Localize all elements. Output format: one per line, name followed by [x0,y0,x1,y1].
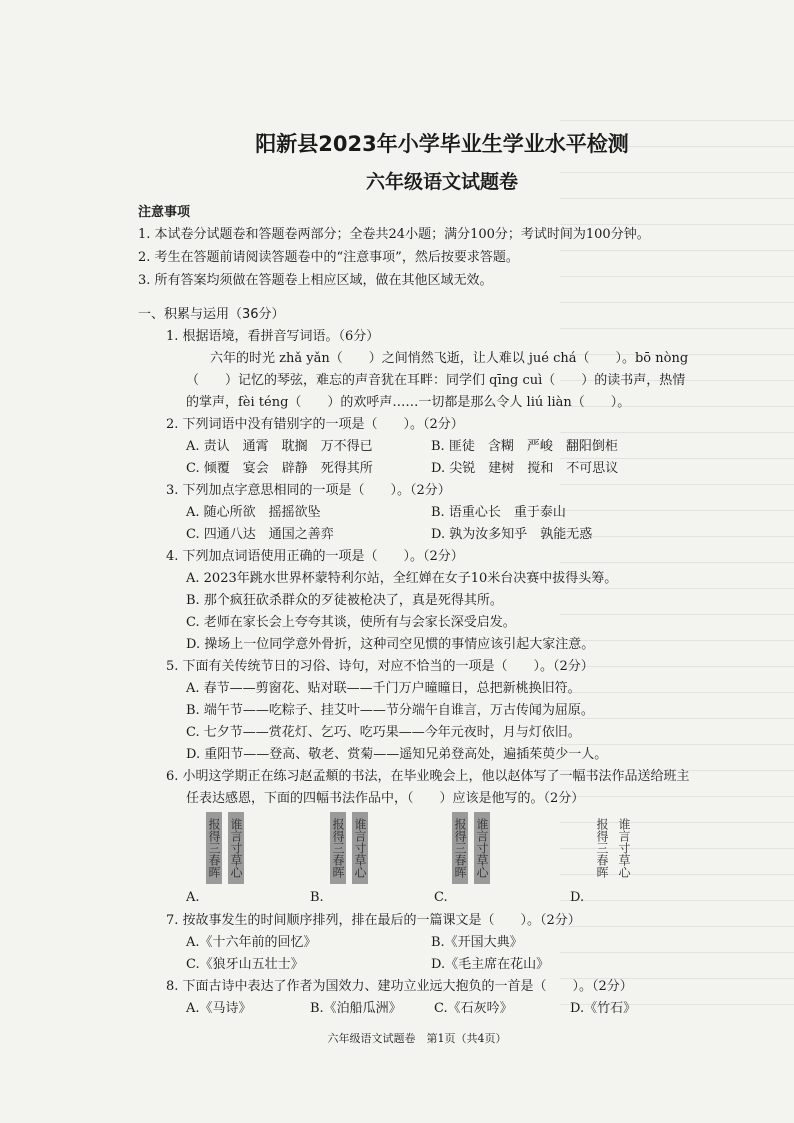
q7-option-a: A.《十六年前的回忆》 [186,935,317,950]
q7-options-row-2 [186,954,686,976]
q1-stem: 1. 根据语境，看拼音写词语。（6分） [166,329,380,344]
q1-line-3: 的掌声，fèi téng（ ）的欢呼声……一切都是那么令人 liú liàn（ ）。 [186,395,631,410]
calligraphy-b [330,812,368,884]
q2-stem: 2. 下列词语中没有错别字的一项是（ ）。（2分） [166,417,464,432]
q4-option-b: B. 那个疯狂砍杀群众的歹徒被枪决了，真是死得其所。 [186,593,503,608]
q2-option-a: A. 责认 通霄 耽搁 万不得已 [186,439,373,454]
calligraphy-a-col-1: 报得三春晖 [206,812,222,884]
q5-stem: 5. 下面有关传统节日的习俗、诗句，对应不恰当的一项是（ ）。（2分） [166,659,594,674]
q3-stem: 3. 下列加点字意思相同的一项是（ ）。（2分） [166,483,451,498]
q1-line-1: 六年的时光 zhǎ yǎn（ ）之间悄然飞逝，让人难以 jué chá（ ）。bō nòng [210,351,689,366]
q7-option-b: B.《开国大典》 [431,935,523,950]
q4-option-c: C. 老师在家长会上夸夸其谈，使所有与会家长深受启发。 [186,615,516,630]
exam-subtitle: 六年级语文试题卷 [365,171,518,193]
q8-option-b: B.《泊船瓜洲》 [310,1001,402,1016]
q2-options-row-2 [186,458,686,480]
notice-item-3: 3. 所有答案均须做在答题卷上相应区域，做在其他区域无效。 [138,273,493,288]
q6-label-b: B. [310,890,324,905]
q7-option-d: D.《毛主席在花山》 [431,957,550,972]
q5-option-a: A. 春节——剪窗花、贴对联——千门万户曈曈日，总把新桃换旧符。 [186,681,581,696]
q6-label-d: D. [570,890,585,905]
q7-option-c: C.《狼牙山五壮士》 [186,957,304,972]
q5-option-c: C. 七夕节——赏花灯、乞巧、吃巧果——今年元夜时，月与灯依旧。 [186,725,581,740]
calligraphy-d [594,812,632,884]
q2-options-row-1 [186,436,686,458]
q1-line-2: （ ）记忆的琴弦，难忘的声音犹在耳畔：同学们 qīng cuì（ ）的读书声，热情 [186,373,686,388]
q3-option-b: B. 语重心长 重于泰山 [431,505,566,520]
q6-label-c: C. [434,890,448,905]
notice-item-1: 1. 本试卷分试题卷和答题卷两部分；全卷共24小题；满分100分；考试时间为100分钟。 [138,227,650,242]
q8-option-c: C.《石灰吟》 [434,1001,513,1016]
section-title: 一、积累与运用（36分） [138,307,285,322]
q8-options [186,998,636,1020]
q4-option-a: A. 2023年跳水世界杯蒙特利尔站，全红婵在女子10米台决赛中拔得头筹。 [186,571,618,586]
q6-label-a: A. [186,890,200,905]
q4-stem: 4. 下列加点词语使用正确的一项是（ ）。（2分） [166,549,464,564]
calligraphy-c [452,812,490,884]
q3-option-d: D. 孰为汝多知乎 孰能无惑 [431,527,593,542]
q2-option-c: C. 倾覆 宴会 辟静 死得其所 [186,461,373,476]
q2-option-b: B. 匪徒 含糊 严峻 翻阳倒柜 [431,439,618,454]
q7-stem: 7. 按故事发生的时间顺序排列，排在最后的一篇课文是（ ）。（2分） [166,913,581,928]
q6-stem-2: 任表达感恩，下面的四幅书法作品中，（ ）应该是他写的。（2分） [186,791,585,806]
q6-stem-1: 6. 小明这学期正在练习赵孟頫的书法，在毕业晚会上，他以赵体写了一幅书法作品送给班主 [166,769,690,784]
q8-option-d: D.《竹石》 [570,1001,637,1016]
q8-option-a: A.《马诗》 [186,1001,252,1016]
q3-option-a: A. 随心所欲 摇摇欲坠 [186,505,321,520]
q5-option-d: D. 重阳节——登高、敬老、赏菊——遥知兄弟登高处，遍插茱萸少一人。 [186,747,608,762]
q3-options-row-1 [186,502,686,524]
page-footer: 六年级语文试题卷 第1页（共4页） [327,1032,507,1045]
notice-item-2: 2. 考生在答题前请阅读答题卷中的“注意事项”，然后按要求答题。 [138,250,519,265]
q5-option-b: B. 端午节——吃粽子、挂艾叶——节分端午自谁言，万古传闻为屈原。 [186,703,594,718]
q4-option-d: D. 操场上一位同学意外骨折，这种司空见惯的事情应该引起大家注意。 [186,637,595,652]
calligraphy-d-col-2: 谁言寸草心 [617,818,631,878]
calligraphy-c-col-2: 谁言寸草心 [474,812,490,884]
exam-title: 阳新县2023年小学毕业生学业水平检测 [255,132,629,156]
q7-options-row-1 [186,932,686,954]
q2-option-d: D. 尖锐 建树 搅和 不可思议 [431,461,619,476]
calligraphy-b-col-2: 谁言寸草心 [352,812,368,884]
calligraphy-a [206,812,244,884]
calligraphy-d-col-1: 报得三春晖 [595,818,609,878]
notice-heading: 注意事项 [138,205,191,220]
q3-options-row-2 [186,524,686,546]
calligraphy-a-col-2: 谁言寸草心 [228,812,244,884]
calligraphy-c-col-1: 报得三春晖 [452,812,468,884]
q8-stem: 8. 下面古诗中表达了作者为国效力、建功立业远大抱负的一首是（ ）。（2分） [166,979,633,994]
calligraphy-b-col-1: 报得三春晖 [330,812,346,884]
q3-option-c: C. 四通八达 通国之善弈 [186,527,334,542]
